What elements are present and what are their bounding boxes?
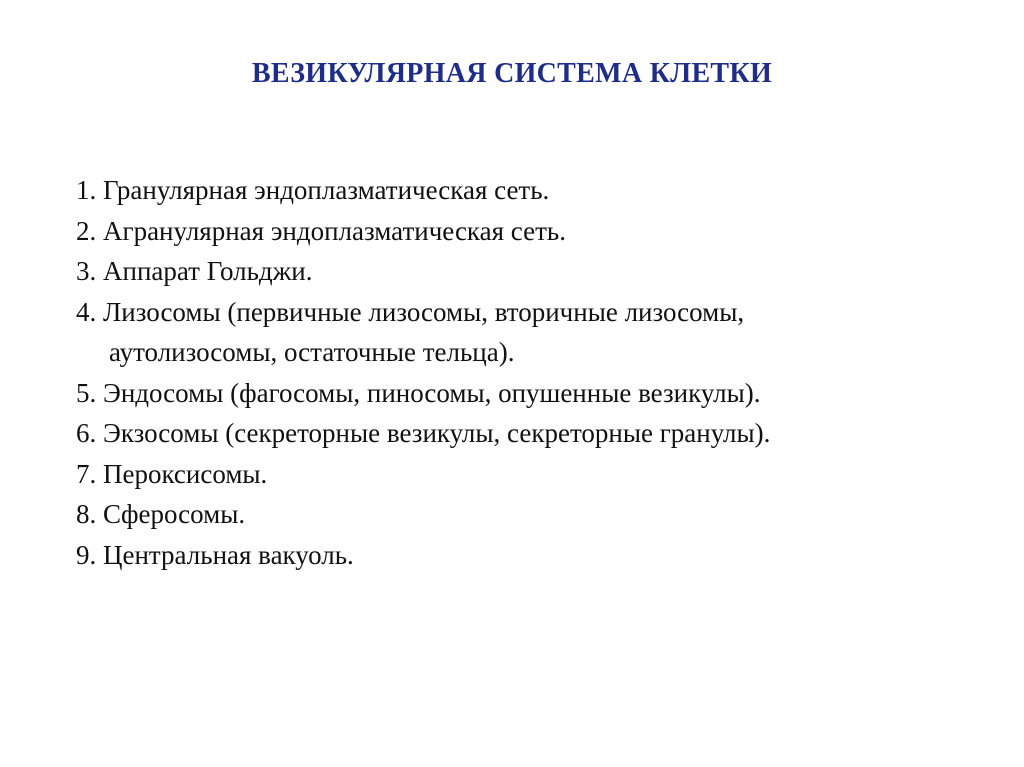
item-text: [103, 373, 761, 414]
list-item: [76, 535, 1006, 576]
item-line-continuation: аутолизосомы, остаточные тельца).: [109, 337, 515, 367]
list-item: [76, 494, 1006, 535]
item-text: [103, 454, 267, 495]
item-line: Агранулярная эндоплазматическая сеть.: [103, 215, 566, 246]
item-number: 8.: [76, 499, 103, 529]
list-item: [76, 170, 1006, 211]
item-number: 1.: [76, 175, 103, 205]
item-line: Эндосомы (фагосомы, пиносомы, опушенные везикулы).: [103, 377, 761, 408]
item-number: 3.: [76, 256, 103, 286]
item-number: 7.: [76, 458, 103, 489]
item-text: [103, 494, 245, 535]
item-line: Аппарат Гольджи.: [103, 256, 313, 286]
list-item: [76, 292, 1006, 373]
item-number: 6.: [76, 418, 103, 448]
item-number: 2.: [76, 215, 103, 246]
list-item: [76, 211, 1006, 252]
item-line: Пероксисомы.: [103, 458, 268, 489]
item-text: [103, 170, 549, 211]
item-text: [103, 535, 354, 576]
list-item: [76, 454, 1006, 495]
item-text: [103, 251, 312, 292]
item-number: 4.: [76, 296, 103, 327]
item-line: Центральная вакуоль.: [103, 539, 354, 570]
item-number: 5.: [76, 377, 103, 408]
list-item: [76, 373, 1006, 414]
item-line: Лизосомы (первичные лизосомы, вторичные лизосомы,: [103, 296, 745, 327]
vesicular-system-list: [76, 170, 1006, 575]
item-number: 9.: [76, 539, 103, 570]
item-line: Сферосомы.: [103, 499, 246, 529]
slide-title: ВЕЗИКУЛЯРНАЯ СИСТЕМА КЛЕТКИ: [251, 58, 773, 89]
list-item: [76, 251, 1006, 292]
item-line: Экзосомы (секреторные везикулы, секреторные гранулы).: [103, 418, 771, 448]
item-text: [103, 292, 744, 373]
list-item: [76, 413, 1006, 454]
item-text: [103, 413, 770, 454]
item-text: [103, 211, 566, 252]
item-line: Гранулярная эндоплазматическая сеть.: [103, 175, 550, 205]
